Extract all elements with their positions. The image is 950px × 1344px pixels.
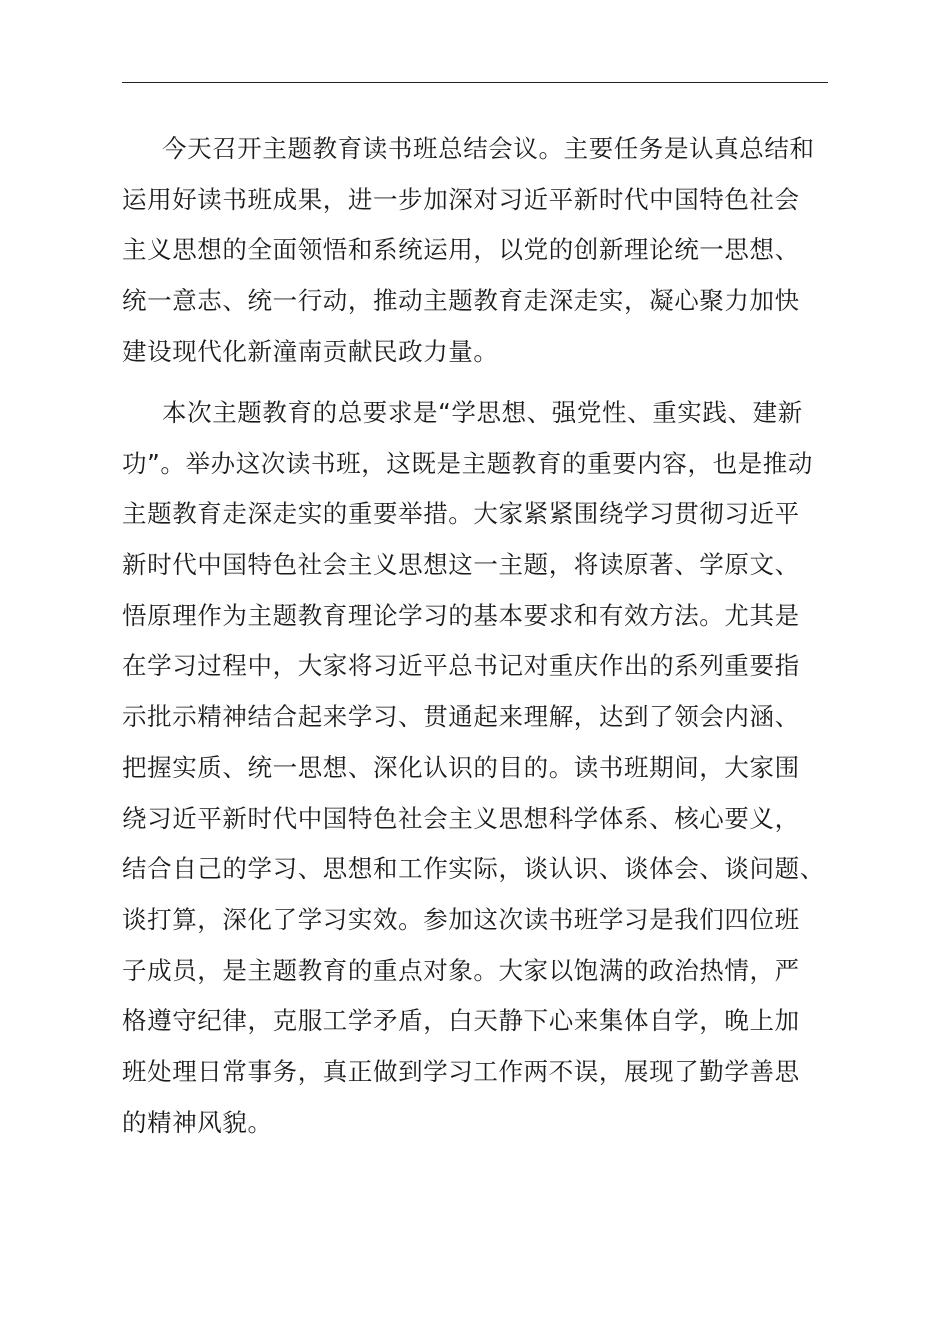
paragraph-line: 今天召开主题教育读书班总结会议。主要任务是认真总结和 <box>162 134 815 163</box>
paragraph-line: 主题教育走深走实的重要举措。大家紧紧围绕学习贯彻习近平 <box>122 499 800 529</box>
paragraph-line: 新时代中国特色社会主义思想这一主题，将读原著、学原文、 <box>122 550 800 580</box>
paragraph-line: 在学习过程中，大家将习近平总书记对重庆作出的系列重要指 <box>122 651 800 681</box>
paragraph-line: 格遵守纪律，克服工学矛盾，白天静下心来集体自学，晚上加 <box>122 1006 800 1036</box>
paragraph-line: 主义思想的全面领悟和系统运用，以党的创新理论统一思想、 <box>122 235 800 265</box>
paragraph-study-summary <box>122 388 825 1148</box>
paragraph-line: 统一意志、统一行动，推动主题教育走深走实，凝心聚力加快 <box>122 286 800 316</box>
paragraph-line: 谈打算，深化了学习实效。参加这次读书班学习是我们四位班 <box>122 904 800 934</box>
paragraph-line: 示批示精神结合起来学习、贯通起来理解，达到了领会内涵、 <box>122 702 800 732</box>
paragraph-line: 建设现代化新潼南贡献民政力量。 <box>122 336 499 366</box>
paragraph-line: 结合自己的学习、思想和工作实际，谈认识、谈体会、谈问题、 <box>122 854 825 884</box>
paragraph-line: 把握实质、统一思想、深化认识的目的。读书班期间，大家围 <box>122 752 800 782</box>
paragraph-line: 本次主题教育的总要求是“学思想、强党性、重实践、建新 <box>162 398 803 427</box>
header-rule <box>122 82 828 83</box>
paragraph-line: 绕习近平新时代中国特色社会主义思想科学体系、核心要义， <box>122 803 800 833</box>
paragraph-line: 运用好读书班成果，进一步加深对习近平新时代中国特色社会 <box>122 184 800 214</box>
paragraph-meeting-purpose <box>122 124 815 377</box>
paragraph-line: 的精神风貌。 <box>122 1107 273 1137</box>
paragraph-line: 功”。举办这次读书班，这既是主题教育的重要内容，也是推动 <box>122 448 813 478</box>
paragraph-line: 子成员，是主题教育的重点对象。大家以饱满的政治热情，严 <box>122 955 800 985</box>
paragraph-line: 悟原理作为主题教育理论学习的基本要求和有效方法。尤其是 <box>122 600 800 630</box>
paragraph-line: 班处理日常事务，真正做到学习工作两不误，展现了勤学善思 <box>122 1056 800 1086</box>
